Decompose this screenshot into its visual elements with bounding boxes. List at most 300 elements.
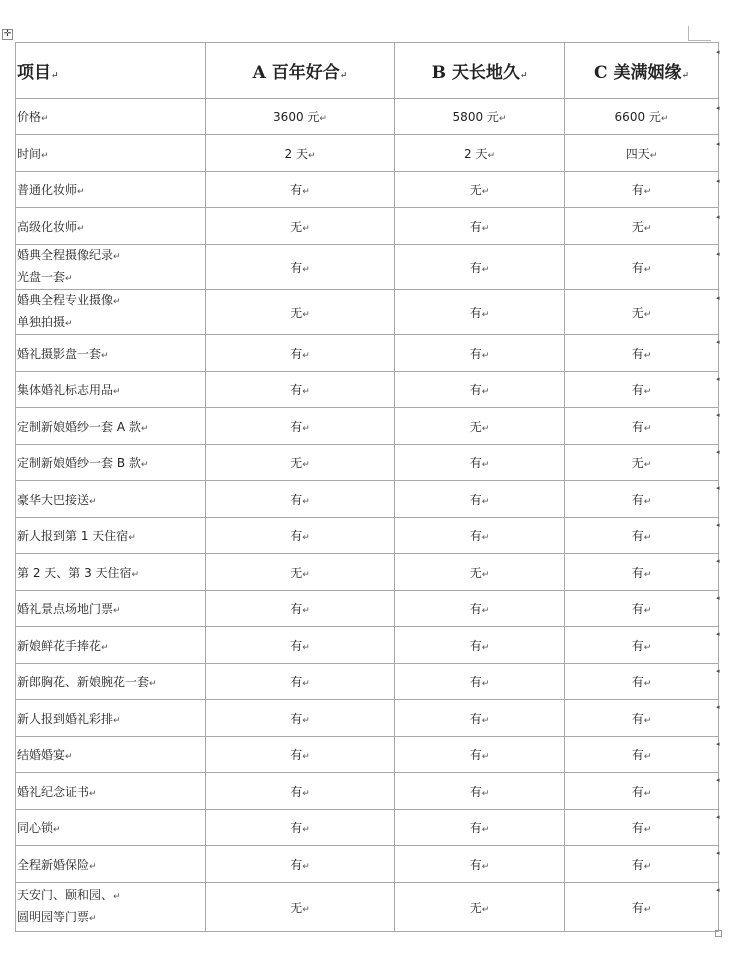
- value-cell-c[interactable]: [565, 591, 719, 627]
- paragraph-mark-icon: ↵: [487, 150, 495, 161]
- header-cell-item[interactable]: [16, 43, 206, 99]
- paragraph-mark-icon: ↵: [649, 150, 658, 161]
- value-text: 有: [631, 346, 644, 361]
- paragraph-mark-icon: ↵: [498, 114, 507, 124]
- value-cell-a[interactable]: [206, 664, 395, 700]
- row-end-mark-icon: ◂: [716, 703, 720, 711]
- value-text: 有: [290, 748, 303, 762]
- paragraph-mark-icon: ↵: [302, 309, 310, 320]
- row-label-cell[interactable]: [16, 408, 206, 445]
- row-label-cell[interactable]: [16, 290, 206, 335]
- value-cell-b[interactable]: [395, 554, 565, 591]
- paragraph-mark-icon: ↵: [302, 825, 310, 835]
- paragraph-mark-icon: ↵: [302, 264, 310, 275]
- row-label-text: 单独拍摄: [17, 315, 66, 329]
- row-label-line: [17, 785, 97, 799]
- value-cell-a[interactable]: [206, 627, 395, 664]
- paragraph-mark-icon: ↵: [481, 825, 490, 835]
- value-cell-b[interactable]: [395, 290, 565, 335]
- row-label-line: [17, 183, 85, 197]
- value-cell-c[interactable]: [565, 408, 719, 445]
- value-text: 有: [631, 784, 644, 799]
- paragraph-mark-icon: ↵: [481, 187, 490, 197]
- value-text: 有: [631, 183, 644, 197]
- paragraph-mark-icon: ↵: [89, 788, 97, 799]
- row-label-text: 结婚婚宴: [17, 748, 66, 762]
- table-end-marker: [715, 930, 722, 937]
- row-label-text: 价格: [17, 110, 42, 124]
- value-cell-c[interactable]: [565, 810, 719, 846]
- paragraph-mark-icon: ↵: [65, 274, 73, 284]
- value-cell-b[interactable]: [395, 591, 565, 627]
- value-text: 有: [469, 529, 482, 543]
- row-label-text: 第 2 天、第 3 天住宿: [17, 565, 132, 580]
- value-cell-a[interactable]: [206, 554, 395, 591]
- table-row: [16, 773, 719, 810]
- value-text: 有: [469, 638, 482, 653]
- value-cell-a[interactable]: [206, 372, 395, 408]
- header-label: 项目: [17, 63, 51, 83]
- paragraph-mark-icon: ↵: [481, 904, 490, 915]
- paragraph-mark-icon: ↵: [302, 715, 310, 726]
- row-end-mark-icon: ◂: [716, 104, 720, 112]
- paragraph-mark-icon: ↵: [643, 350, 652, 361]
- value-cell-b[interactable]: [395, 810, 565, 846]
- paragraph-mark-icon: ↵: [481, 606, 490, 616]
- row-end-mark-icon: ◂: [716, 813, 720, 821]
- value-text: 有: [469, 821, 482, 835]
- value-cell-c[interactable]: [565, 245, 719, 290]
- table-row: [16, 883, 719, 932]
- value-text: 无: [469, 900, 482, 915]
- table-row: [16, 664, 719, 700]
- header-cell-package[interactable]: [565, 43, 719, 99]
- row-label-line: [17, 566, 139, 580]
- value-cell-c[interactable]: [565, 99, 719, 135]
- value-text: 无: [290, 456, 303, 470]
- row-label-cell[interactable]: [16, 627, 206, 664]
- value-text: 有: [631, 857, 644, 872]
- row-label-line: [17, 675, 157, 689]
- value-cell-b[interactable]: [395, 773, 565, 810]
- row-label-cell[interactable]: [16, 445, 206, 481]
- paragraph-mark-icon: ↵: [643, 642, 652, 653]
- value-cell-c[interactable]: [565, 208, 719, 245]
- value-text: 有: [631, 492, 644, 507]
- table-row: [16, 627, 719, 664]
- row-label-text: 高级化妆师: [17, 219, 78, 234]
- row-label-line: [17, 290, 205, 312]
- paragraph-mark-icon: ↵: [481, 496, 490, 507]
- paragraph-mark-icon: ↵: [302, 496, 310, 507]
- table-row: [16, 700, 719, 737]
- row-label-text: 天安门、颐和园、: [17, 888, 114, 902]
- row-label-text: 时间: [17, 146, 42, 161]
- value-text: 有: [290, 638, 303, 653]
- row-end-mark-icon: ◂: [716, 849, 720, 857]
- table-row: [16, 99, 719, 135]
- value-text: 有: [469, 456, 482, 470]
- value-cell-c[interactable]: [565, 773, 719, 810]
- value-cell-c[interactable]: [565, 627, 719, 664]
- value-text: 无: [631, 456, 644, 470]
- row-label-line: [17, 907, 205, 929]
- value-text: 有: [469, 383, 482, 397]
- row-label-text: 集体婚礼标志用品: [17, 383, 114, 397]
- value-text: 无: [469, 565, 482, 580]
- value-text: 5800 元: [452, 110, 499, 124]
- value-cell-a[interactable]: [206, 846, 395, 883]
- value-cell-a[interactable]: [206, 208, 395, 245]
- row-label-cell[interactable]: [16, 372, 206, 408]
- table-row: [16, 445, 719, 481]
- value-cell-a[interactable]: [206, 883, 395, 932]
- paragraph-mark-icon: ↵: [643, 904, 652, 915]
- paragraph-mark-icon: ↵: [643, 309, 652, 320]
- row-label-text: 定制新娘婚纱一套 A 款: [17, 419, 141, 434]
- value-text: 有: [469, 711, 482, 726]
- value-text: 有: [290, 383, 303, 397]
- value-cell-b[interactable]: [395, 883, 565, 932]
- row-label-line: [17, 312, 205, 334]
- value-cell-c[interactable]: [565, 335, 719, 372]
- paragraph-mark-icon: ↵: [65, 752, 73, 762]
- value-cell-a[interactable]: [206, 335, 395, 372]
- table-row: [16, 208, 719, 245]
- value-text: 有: [290, 183, 303, 197]
- value-cell-a[interactable]: [206, 810, 395, 846]
- header-cell-package[interactable]: [206, 43, 395, 99]
- value-text: 有: [469, 305, 482, 320]
- value-text: 有: [631, 565, 644, 580]
- row-label-cell[interactable]: [16, 335, 206, 372]
- row-label-cell[interactable]: [16, 883, 206, 932]
- paragraph-mark-icon: ↵: [302, 350, 310, 361]
- table-row: [16, 846, 719, 883]
- paragraph-mark-icon: ↵: [307, 150, 316, 161]
- value-text: 有: [469, 748, 482, 762]
- value-text: 6600 元: [614, 110, 661, 124]
- value-cell-c[interactable]: [565, 518, 719, 554]
- row-label-line: [17, 220, 85, 234]
- value-cell-c[interactable]: [565, 135, 719, 172]
- row-label-text: 婚典全程专业摄像: [17, 293, 114, 307]
- paragraph-mark-icon: ↵: [89, 861, 97, 872]
- row-end-mark-icon: ◂: [716, 177, 720, 185]
- paragraph-mark-icon: ↵: [643, 715, 652, 726]
- paragraph-mark-icon: ↵: [77, 187, 85, 197]
- value-cell-b[interactable]: [395, 481, 565, 518]
- table-row: [16, 290, 719, 335]
- paragraph-mark-icon: ↵: [302, 533, 310, 543]
- paragraph-mark-icon: ↵: [113, 252, 121, 262]
- paragraph-mark-icon: ↵: [481, 642, 490, 653]
- value-cell-b[interactable]: [395, 245, 565, 290]
- value-cell-b[interactable]: [395, 700, 565, 737]
- row-label-cell[interactable]: [16, 135, 206, 172]
- paragraph-mark-icon: ↵: [643, 569, 652, 580]
- paragraph-mark-icon: ↵: [481, 861, 490, 872]
- paragraph-mark-icon: ↵: [643, 387, 652, 397]
- value-cell-b[interactable]: [395, 372, 565, 408]
- paragraph-mark-icon: ↵: [101, 642, 109, 653]
- value-cell-c[interactable]: [565, 290, 719, 335]
- value-cell-a[interactable]: [206, 445, 395, 481]
- paragraph-mark-icon: ↵: [302, 904, 310, 915]
- table-row: [16, 335, 719, 372]
- value-text: 有: [290, 711, 303, 726]
- paragraph-mark-icon: ↵: [128, 533, 136, 543]
- paragraph-mark-icon: ↵: [481, 788, 490, 799]
- paragraph-mark-icon: ↵: [481, 460, 490, 470]
- value-cell-a[interactable]: [206, 135, 395, 172]
- value-cell-c[interactable]: [565, 372, 719, 408]
- row-end-mark-icon: ◂: [716, 557, 720, 565]
- value-cell-a[interactable]: [206, 481, 395, 518]
- value-cell-a[interactable]: [206, 518, 395, 554]
- row-end-mark-icon: ◂: [716, 776, 720, 784]
- paragraph-mark-icon: ↵: [113, 387, 121, 397]
- row-label-line: [17, 821, 61, 835]
- paragraph-mark-icon: ↵: [113, 892, 121, 902]
- value-text: 有: [631, 900, 644, 915]
- value-cell-a[interactable]: [206, 408, 395, 445]
- row-label-line: [17, 420, 148, 434]
- row-label-cell[interactable]: [16, 518, 206, 554]
- table-row: [16, 591, 719, 627]
- value-text: 有: [290, 419, 303, 434]
- paragraph-mark-icon: ↵: [41, 114, 49, 124]
- value-cell-b[interactable]: [395, 208, 565, 245]
- row-end-mark-icon: ◂: [716, 448, 720, 456]
- value-cell-b[interactable]: [395, 737, 565, 773]
- paragraph-mark-icon: ↵: [481, 533, 490, 543]
- row-label-cell[interactable]: [16, 810, 206, 846]
- row-label-cell[interactable]: [16, 481, 206, 518]
- header-cell-package[interactable]: [395, 43, 565, 99]
- row-label-line: [17, 456, 148, 470]
- row-end-mark-icon: ◂: [716, 667, 720, 675]
- row-label-line: [17, 602, 121, 616]
- value-cell-c[interactable]: [565, 664, 719, 700]
- value-cell-a[interactable]: [206, 172, 395, 208]
- paragraph-mark-icon: ↵: [643, 825, 652, 835]
- value-cell-c[interactable]: [565, 481, 719, 518]
- value-text: 有: [290, 260, 303, 275]
- value-cell-a[interactable]: [206, 99, 395, 135]
- value-text: 有: [469, 219, 482, 234]
- value-cell-c[interactable]: [565, 554, 719, 591]
- paragraph-mark-icon: ↵: [302, 788, 310, 799]
- row-end-mark-icon: ◂: [716, 294, 720, 302]
- value-cell-b[interactable]: [395, 846, 565, 883]
- value-text: 有: [290, 675, 303, 689]
- value-text: 有: [469, 492, 482, 507]
- row-label-cell[interactable]: [16, 700, 206, 737]
- value-cell-b[interactable]: [395, 172, 565, 208]
- paragraph-mark-icon: ↵: [481, 679, 490, 689]
- value-text: 无: [290, 565, 303, 580]
- paragraph-mark-icon: ↵: [140, 423, 149, 434]
- row-label-line: [17, 885, 205, 907]
- value-text: 有: [631, 529, 644, 543]
- paragraph-mark-icon: ↵: [339, 71, 348, 81]
- row-label-cell[interactable]: [16, 245, 206, 290]
- row-label-line: [17, 529, 136, 543]
- row-label-text: 新人报到第 1 天住宿: [17, 529, 129, 543]
- paragraph-mark-icon: ↵: [41, 150, 49, 161]
- row-label-cell[interactable]: [16, 554, 206, 591]
- paragraph-mark-icon: ↵: [481, 569, 490, 580]
- value-cell-b[interactable]: [395, 99, 565, 135]
- value-cell-a[interactable]: [206, 737, 395, 773]
- table-row: [16, 135, 719, 172]
- row-end-mark-icon: ◂: [716, 886, 720, 894]
- table-row: [16, 481, 719, 518]
- row-end-mark-icon: ◂: [716, 375, 720, 383]
- row-label-text: 普通化妆师: [17, 183, 78, 197]
- table-move-handle-icon[interactable]: ✛: [3, 29, 12, 39]
- value-cell-a[interactable]: [206, 290, 395, 335]
- paragraph-mark-icon: ↵: [481, 423, 490, 434]
- table-row: [16, 245, 719, 290]
- row-end-mark-icon: ◂: [716, 140, 720, 148]
- value-text: 无: [469, 419, 482, 434]
- paragraph-mark-icon: ↵: [681, 71, 689, 81]
- row-label-cell[interactable]: [16, 591, 206, 627]
- row-label-text: 定制新娘婚纱一套 B 款: [17, 456, 141, 470]
- value-cell-b[interactable]: [395, 335, 565, 372]
- paragraph-mark-icon: ↵: [643, 788, 652, 799]
- paragraph-mark-icon: ↵: [53, 825, 61, 835]
- row-end-mark-icon: ◂: [716, 630, 720, 638]
- row-label-cell[interactable]: [16, 737, 206, 773]
- row-label-line: [17, 110, 49, 124]
- value-text: 有: [631, 383, 644, 397]
- paragraph-mark-icon: ↵: [643, 460, 652, 470]
- table-row: [16, 554, 719, 591]
- value-text: 有: [631, 419, 644, 434]
- paragraph-mark-icon: ↵: [302, 679, 310, 689]
- value-cell-c[interactable]: [565, 445, 719, 481]
- value-cell-c[interactable]: [565, 172, 719, 208]
- paragraph-mark-icon: ↵: [140, 460, 149, 470]
- paragraph-mark-icon: ↵: [481, 264, 490, 275]
- paragraph-mark-icon: ↵: [302, 861, 310, 872]
- row-end-mark-icon: ◂: [716, 594, 720, 602]
- value-cell-c[interactable]: [565, 737, 719, 773]
- value-cell-b[interactable]: [395, 518, 565, 554]
- paragraph-mark-icon: ↵: [643, 679, 652, 689]
- row-label-line: [17, 712, 121, 726]
- value-text: 有: [631, 638, 644, 653]
- paragraph-mark-icon: ↵: [89, 914, 97, 924]
- row-label-text: 新人报到婚礼彩排: [17, 711, 114, 726]
- value-cell-a[interactable]: [206, 245, 395, 290]
- value-cell-c[interactable]: [565, 883, 719, 932]
- row-label-cell[interactable]: [16, 172, 206, 208]
- paragraph-mark-icon: ↵: [481, 223, 490, 234]
- paragraph-mark-icon: ↵: [481, 387, 490, 397]
- paragraph-mark-icon: ↵: [481, 309, 490, 320]
- paragraph-mark-icon: ↵: [131, 569, 140, 580]
- row-label-line: [17, 858, 97, 872]
- value-cell-b[interactable]: [395, 408, 565, 445]
- value-text: 2 天: [284, 146, 308, 161]
- value-text: 有: [631, 821, 644, 835]
- paragraph-mark-icon: ↵: [643, 423, 652, 434]
- row-label-text: 婚礼景点场地门票: [17, 602, 114, 616]
- value-text: 有: [290, 784, 303, 799]
- row-label-line: [17, 383, 121, 397]
- row-label-line: [17, 748, 73, 762]
- row-label-cell[interactable]: [16, 208, 206, 245]
- paragraph-mark-icon: ↵: [302, 460, 310, 470]
- value-text: 有: [469, 602, 482, 616]
- paragraph-mark-icon: ↵: [643, 752, 652, 762]
- table-row: [16, 737, 719, 773]
- paragraph-mark-icon: ↵: [481, 715, 490, 726]
- value-cell-a[interactable]: [206, 591, 395, 627]
- row-label-text: 光盘一套: [17, 270, 66, 284]
- paragraph-mark-icon: ↵: [302, 223, 310, 234]
- paragraph-mark-icon: ↵: [302, 642, 310, 653]
- paragraph-mark-icon: ↵: [643, 533, 652, 543]
- paragraph-mark-icon: ↵: [643, 861, 652, 872]
- paragraph-mark-icon: ↵: [643, 496, 652, 507]
- row-label-cell[interactable]: [16, 99, 206, 135]
- value-cell-c[interactable]: [565, 700, 719, 737]
- row-label-text: 新郎胸花、新娘腕花一套: [17, 675, 150, 689]
- paragraph-mark-icon: ↵: [643, 187, 652, 197]
- table-row: [16, 408, 719, 445]
- table-row: [16, 372, 719, 408]
- value-cell-b[interactable]: [395, 445, 565, 481]
- value-cell-b[interactable]: [395, 135, 565, 172]
- paragraph-mark-icon: ↵: [519, 71, 528, 81]
- value-cell-b[interactable]: [395, 627, 565, 664]
- row-end-mark-icon: ◂: [716, 250, 720, 258]
- value-cell-c[interactable]: [565, 846, 719, 883]
- row-label-cell[interactable]: [16, 773, 206, 810]
- row-label-cell[interactable]: [16, 846, 206, 883]
- value-text: 四天: [625, 146, 650, 161]
- paragraph-mark-icon: ↵: [113, 606, 121, 616]
- table-row: [16, 518, 719, 554]
- paragraph-mark-icon: ↵: [302, 606, 310, 616]
- row-label-cell[interactable]: [16, 664, 206, 700]
- header-label: C 美满姻缘: [594, 63, 682, 83]
- value-text: 有: [469, 857, 482, 872]
- value-cell-a[interactable]: [206, 773, 395, 810]
- row-label-line: [17, 267, 205, 289]
- paragraph-mark-icon: ↵: [113, 715, 121, 726]
- paragraph-mark-icon: ↵: [302, 387, 310, 397]
- row-end-mark-icon: ◂: [716, 48, 720, 56]
- paragraph-mark-icon: ↵: [643, 264, 652, 275]
- table-header-row: [16, 43, 719, 99]
- value-cell-b[interactable]: [395, 664, 565, 700]
- row-end-mark-icon: ◂: [716, 740, 720, 748]
- row-label-text: 新娘鲜花手捧花: [17, 638, 102, 653]
- paragraph-mark-icon: ↵: [302, 752, 310, 762]
- page-corner-mark: [688, 26, 711, 41]
- value-text: 无: [469, 183, 482, 197]
- value-text: 无: [290, 219, 303, 234]
- value-text: 无: [290, 900, 303, 915]
- value-cell-a[interactable]: [206, 700, 395, 737]
- row-label-text: 婚典全程摄像纪录: [17, 248, 114, 262]
